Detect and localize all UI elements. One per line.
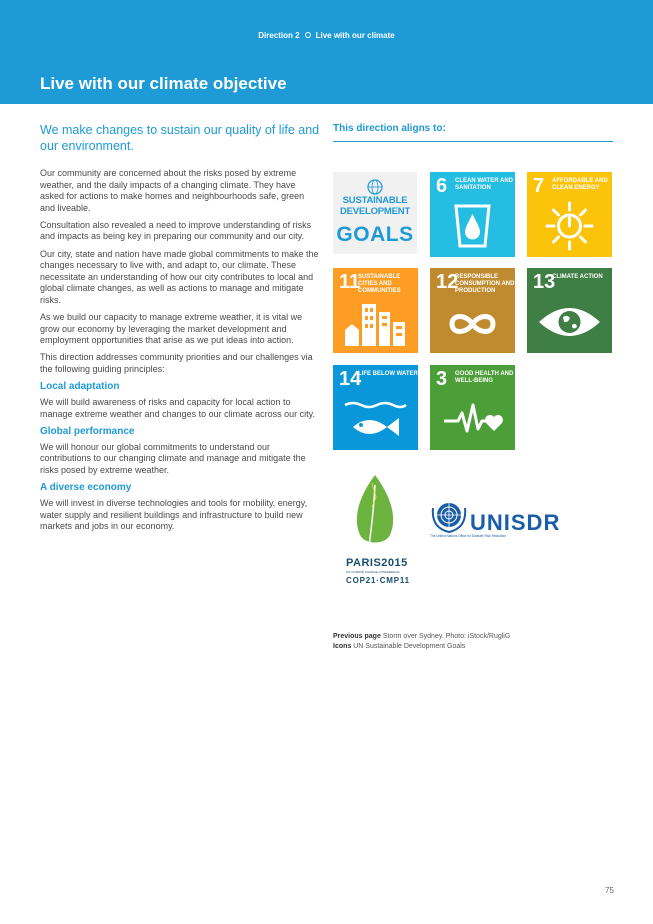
paragraph: As we build our capacity to manage extreme weather, it is vital we grow our economy by leveraging the market development and employment opportunities that arise as we put ideas into action. [40,312,303,346]
infinity-icon [430,296,515,348]
principle-text: We will invest in diverse technologies and tools for mobility, energy, water supply and resilient buildings and infrastructure to build new markets and jobs in our economy. [40,497,308,532]
breadcrumb [0,31,653,40]
water-drop-icon [430,200,515,252]
un-emblem-icon [430,498,468,534]
sdg-tile-7 [527,172,612,257]
unisdr-subtitle: The United Nations Office for Disaster Risk Reduction [430,534,506,538]
paragraph: Consultation also revealed a need to improve understanding of risks and impacts as being key in preparing our community and our city. [40,219,312,242]
paragraph: Our city, state and nation have made global commitments to make the changes necessary to live with, and adapt to, our climate. These necessitate an understanding of how our city contributes to local and global climate changes, as well as actions to manage and mitigate risks. [40,248,319,305]
left-column [40,122,320,538]
goal-number: 14 [339,368,362,390]
goal-number: 3 [436,368,448,390]
sdg-tile-6 [430,172,515,257]
sdg-tile-13 [527,268,612,353]
goal-label: AFFORDABLE AND CLEAN ENERGY [552,178,608,191]
goal-number: 7 [533,175,545,197]
photo-credits [333,632,510,652]
sdg-logo-line1: SUSTAINABLE [342,195,408,206]
city-buildings-icon [333,296,418,348]
breadcrumb-separator-icon [305,32,311,38]
sdg-tile-12 [430,268,515,353]
paris-leaf-icon [352,475,398,555]
eye-globe-icon [527,296,612,348]
goal-number: 13 [533,271,556,293]
principle-heading-diverse-economy: A diverse economy [40,481,132,493]
goal-label: GOOD HEALTH AND WELL-BEING [455,371,514,384]
page-number: 75 [605,886,614,895]
goal-label: CLEAN WATER AND SANITATION [455,178,513,191]
sdg-tile-14 [333,365,418,450]
goal-label: CLIMATE ACTION [552,274,603,280]
goal-number: 12 [436,271,459,293]
sdg-tile-11 [333,268,418,353]
credit-label-icons: Icons [333,643,352,650]
goal-number: 6 [436,175,448,197]
credit-text-previous: Storm over Sydney. Photo: iStock/RugliG [382,633,511,640]
sdg-logo-line2: DEVELOPMENT [339,205,411,217]
paragraph: This direction addresses community priorities and our challenges via the following guiding principles: [40,352,313,374]
un-globe-icon [367,179,383,195]
goal-label: SUSTAINABLE CITIES AND COMMUNITIES [358,274,401,294]
breadcrumb-title: Live with our climate [315,31,395,40]
paris-subtitle: UN CLIMATE CHANGE CONFERENCE [346,570,400,574]
goal-number: 11 [339,271,361,293]
principle-heading-global-performance: Global performance [40,425,135,437]
sdg-logo-text [333,196,417,217]
principle-text: We will build awareness of risks and capacity for local action to manage extreme weather and changes to our climate across our city. [40,397,315,419]
sdg-logo [333,172,417,254]
sdg-logo-goals: GOALS [336,223,414,246]
header-banner [0,0,653,104]
credit-label-previous: Previous page [333,633,381,640]
paris-title: PARIS2015 [346,557,408,569]
heartbeat-icon [430,393,515,445]
goal-label: LIFE BELOW WATER [358,371,418,377]
paris-event: COP21·CMP11 [346,576,410,585]
paragraph: Our community are concerned about the risks posed by extreme weather, and the daily impacts of a changing climate. They have asked for actions to make homes and neighbourhoods safe, green and liveable. [40,168,305,213]
page-title: Live with our climate objective [40,74,287,93]
principle-heading-local-adaptation: Local adaptation [40,381,120,392]
sdg-tile-3 [430,365,515,450]
goal-label: RESPONSIBLE CONSUMPTION AND PRODUCTION [455,274,515,294]
principle-text: We will honour our global commitments to understand our contributions to our changing climate and manage and mitigate the risks posed by extreme weather. [40,441,306,475]
unisdr-name: UNISDR [470,510,561,535]
fish-icon [333,393,418,445]
credit-text-icons: UN Sustainable Development Goals [353,643,466,650]
sun-power-icon [527,200,612,252]
aligns-heading: This direction aligns to: [333,123,613,142]
lead-statement: We make changes to sustain our quality of life and our environment. [40,123,320,153]
breadcrumb-direction: Direction 2 [258,31,300,40]
